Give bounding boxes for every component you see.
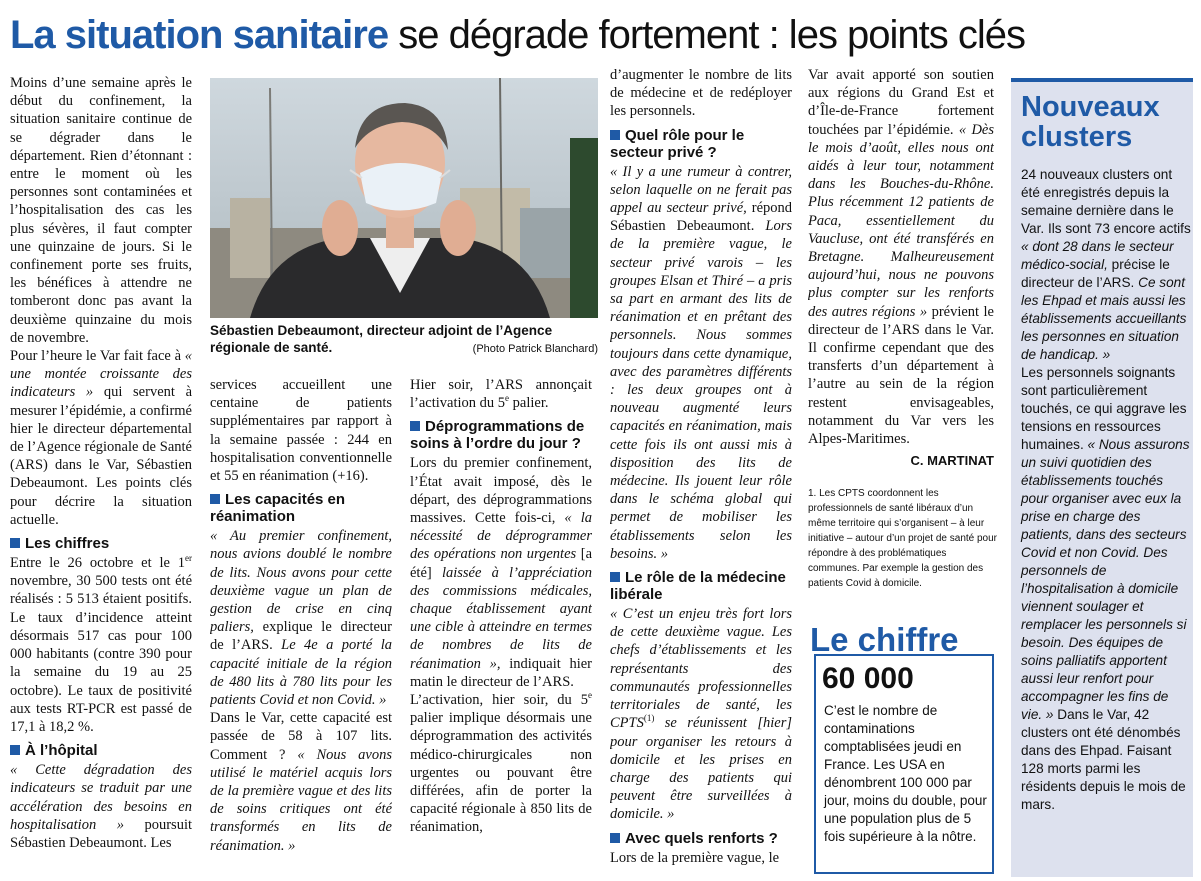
paragraph: [10, 554, 192, 736]
photo-caption: [210, 322, 598, 358]
square-bullet-icon: [10, 538, 20, 548]
square-bullet-icon: [10, 745, 20, 755]
text: novembre, 30 500 tests ont été réalisés : 5 513 étaient positifs. Le taux d’incidence atteint désormais 517 cas pour 100 000 habitants (contre 390 pour la semaine du 19 au 25 octobre). Le taux de positivité aux tests RT-PCR est passé de 17,1 à 18,2 %.: [10, 573, 192, 735]
headline-rest: se dégrade fortement : les points clés: [398, 13, 1026, 57]
square-bullet-icon: [610, 130, 620, 140]
quote: « Nous avons utilisé le matériel acquis lors de la première vague et des lits de soins critiques ont été transformés en lits de réanimation. »: [210, 746, 392, 854]
square-bullet-icon: [610, 833, 620, 843]
subheading-chiffres: [10, 535, 192, 552]
superscript: e: [588, 690, 592, 701]
sidebar-clusters: [1011, 78, 1193, 877]
photo-illustration: [210, 78, 598, 318]
paragraph: [410, 691, 592, 837]
square-bullet-icon: [410, 421, 420, 431]
text: répond Sébastien Debeaumont.: [610, 200, 792, 235]
quote: « C’est un enjeu très fort lors de cette deuxième vague. Les chefs d’établissements et les représentants des communautés professionnelles territoriales de santé, les CPTS: [610, 606, 792, 732]
intro-paragraph: Moins d’une semaine après le début du confinement, la situation sanitaire continue de se dégrader dans le département. Rien d’étonnant : entre le moment où les personnes sont contaminées et l’hospitalisation des cas les plus sévères, il faut compter une quinzaine de jours. Si le confinement porte ses fruits, les bénéfices à attendre ne tomberont donc pas avant la deuxième quinzaine du mois de novembre.: [10, 75, 192, 346]
quote: « la nécessité de déprogrammer des opérations non urgentes: [410, 510, 592, 563]
text: Entre le 26 octobre et le 1: [10, 555, 185, 572]
text: Hier soir, l’ARS annonçait l’activation du 5: [410, 377, 592, 412]
quote: « Au premier confinement, nous avions doublé le nombre de lits. Nous avons pour cette deuxième vague un plan de gestion de crise en cinq paliers,: [210, 528, 392, 636]
sidebar-title: [1021, 92, 1160, 152]
superscript: er: [185, 553, 192, 564]
quote: « Cette dégradation des indicateurs se traduit par une accélération des besoins en hospitalisation »: [10, 762, 192, 833]
subheading-hopital: [10, 742, 192, 759]
paragraph: [410, 376, 592, 412]
subheading-text: Les capacités en réanimation: [210, 491, 346, 526]
chiffre-text: C’est le nombre de contaminations comptablisées jeudi en France. Les USA en dénombrent 100 000 par jour, moins du double, pour une population plus de 5 fois supérieure à la nôtre.: [824, 703, 987, 844]
quote: « Dès le mois d’août, elles nous ont aidés à leur tour, notamment dans les Bouches-du-Rhône. Plus récemment 12 patients de Paca, essentiellement du Vaucluse, ont été transférés en Bretagne. Malheureusement aujourd’hui, nous ne pouvons plus compter sur les renforts des autres régions »: [808, 121, 994, 320]
paragraph: Lors de la première vague, le: [610, 849, 780, 866]
text: palier.: [509, 395, 549, 412]
subheading-renforts: [610, 830, 792, 847]
quote: « Il y a une rumeur à contrer, selon laquelle on ne ferait pas appel au secteur privé,: [610, 163, 792, 217]
paragraph: [610, 163, 792, 563]
quote: Ce sont les Ehpad et mais aussi les établissements accueillants les personnes en situation de handicap. »: [1021, 275, 1187, 362]
square-bullet-icon: [610, 572, 620, 582]
quote: Le 4e a porté la capacité initiale de la région de 480 lits à 780 lits pour les patients Covid et non Covid. »: [210, 637, 392, 709]
paragraph: [10, 761, 192, 852]
chiffre-title: Le chiffre: [810, 621, 959, 658]
superscript: (1): [643, 713, 655, 724]
text: palier implique désormais une déprogrammation des activités médico-chirurgicales non urgentes ou pouvant être différées, afin de porter la capacité régionale à 850 lits de réanimation,: [410, 710, 592, 836]
quote: laissée à l’appréciation des commissions médicales, chaque établissement ayant une cible à atteindre en termes de nombres de lits de réanimation »,: [410, 564, 592, 672]
text: poursuit Sébastien Debeaumont. Les: [10, 816, 192, 851]
subheading-liberale: [610, 569, 792, 603]
text: Dans le Var, 42 clusters ont été dénombés dans des Ehpad. Faisant 128 morts parmi les résidents depuis le mois de mars.: [1021, 707, 1186, 812]
square-bullet-icon: [210, 494, 220, 504]
text: prévient le directeur de l’ARS dans le Var. Il confirme cependant que des transferts d’un département à l’autre au sein de la région restent envisageables, notamment du Var vers les Alpes-Maritimes.: [808, 303, 994, 448]
text: précise le directeur de l’ARS.: [1021, 257, 1170, 290]
paragraph: d’augmenter le nombre de lits de médecine et de redéployer les personnels.: [610, 67, 792, 120]
paragraph: [10, 347, 192, 529]
text: Les personnels soignants sont particulièrement touchés, ce qui aggrave les tensions en ressources humaines.: [1021, 365, 1187, 452]
sidebar-text: [1021, 166, 1191, 814]
author-signature: C. MARTINAT: [910, 453, 994, 469]
chiffre-box: [814, 654, 994, 874]
paragraph: [610, 605, 792, 823]
article-column-5: [808, 66, 994, 486]
subheading-text: À l’hôpital: [25, 742, 98, 760]
quote: « une montée croissante des indicateurs »: [10, 348, 192, 401]
text: indiquait hier matin le directeur de l’ARS.: [410, 655, 592, 690]
article-column-2: [210, 376, 392, 874]
text: Dans le Var, cette capacité est passée de 58 à 107 lits. Comment ?: [210, 710, 392, 763]
paragraph: [210, 709, 392, 855]
text: qui servent à mesurer l’épidémie, a confirmé hier le directeur départemental de l’Agence régionale de Santé (ARS) dans le Var, Sébastien Debeaumont. Les points clés pour décrire la situation actuelle.: [10, 384, 192, 528]
subheading-text: Quel rôle pour le secteur privé ?: [610, 126, 745, 161]
sidebar-title-line: Nouveaux: [1021, 91, 1160, 123]
article-column-4: [610, 66, 792, 874]
subheading-text: Les chiffres: [25, 535, 110, 553]
text: Lors du premier confinement, l’État avait imposé, dès le départ, des déprogrammations massives. Cette fois-ci,: [410, 455, 592, 527]
quote: « dont 28 dans le secteur médico-social,: [1021, 239, 1174, 272]
paragraph: services accueillent une centaine de patients supplémentaires par rapport à la semaine passée : 244 en hospitalisation conventionnelle et 55 en réanimation (+16).: [210, 377, 392, 485]
text: L’activation, hier soir, du 5: [410, 692, 588, 709]
subheading-text: Avec quels renforts ?: [625, 829, 778, 847]
text: Var avait apporté son soutien aux régions du Grand Est et d’Île-de-France fortement touchées par l’épidémie.: [808, 67, 994, 138]
superscript: e: [505, 393, 510, 404]
subheading-capacites: [210, 491, 392, 525]
text: [a été]: [410, 546, 592, 581]
paragraph: [210, 527, 392, 709]
subheading-deprogrammations: [410, 418, 592, 452]
article-column-1: [10, 74, 192, 874]
subheading-prive: [610, 127, 792, 161]
headline: [10, 10, 1195, 60]
sidebar-title-line: clusters: [1021, 121, 1133, 153]
quote: « Nous assurons un suivi quotidien des établissements touchés pour organiser avec eux la prise en charge des patients, dans des secteurs Covid et non Covid. Des personnels de l’hospitalisation à domicile viennent soulager et remplacer les personnels si besoin. Des équipes de soins palliatifs apportent aussi leur renfort pour accompagner les fins de vie. »: [1021, 437, 1190, 722]
headline-highlight: La situation sanitaire: [10, 13, 389, 57]
chiffre-number: 60 000: [822, 662, 914, 695]
paragraph: [808, 66, 994, 448]
text: explique le directeur de l’ARS.: [210, 619, 392, 654]
footnote: 1. Les CPTS coordonnent les professionnels de santé libéraux d’un même territoire qui s’organisent – à leur initiative – autour d’un projet de santé pour répondre à des problématiques communes. Par exemple la gestion des patients Covid à domicile.: [808, 488, 998, 589]
article-column-3: [410, 376, 592, 874]
subheading-text: Déprogrammations de soins à l’ordre du jour ?: [410, 418, 585, 453]
text: 24 nouveaux clusters ont été enregistrés depuis la semaine dernière dans le Var. Ils sont 73 encore actifs: [1021, 167, 1191, 236]
photo-credit: (Photo Patrick Blanchard): [472, 343, 598, 355]
quote: Lors de la première vague, le secteur privé varois – les groupes Elsan et Thiré – a pris sa part en armant des lits de réanimation et en prêtant des personnels. Nous sommes toujours dans cette dynamique, avec des paramètres différents : les deux groupes ont à nouveau augmenté leurs capacités en réanimation, mais cette fois ils ont aussi mis à disposition des lits de médecine. Ils jouent leur rôle dans le schéma global qui permet de mobiliser les établissements selon les besoins. »: [610, 218, 792, 562]
caption-text: Sébastien Debeaumont, directeur adjoint de l’Agence régionale de santé.: [210, 323, 553, 355]
paragraph: [410, 454, 592, 691]
subheading-text: Le rôle de la médecine libérale: [610, 569, 786, 604]
quote: se réunissent [hier] pour organiser les retours à domicile et les prises en charge des patients qui peuvent être surveillées à domicile. »: [610, 715, 792, 823]
text: Pour l’heure le Var fait face à: [10, 348, 182, 365]
article-photo: [210, 78, 598, 318]
